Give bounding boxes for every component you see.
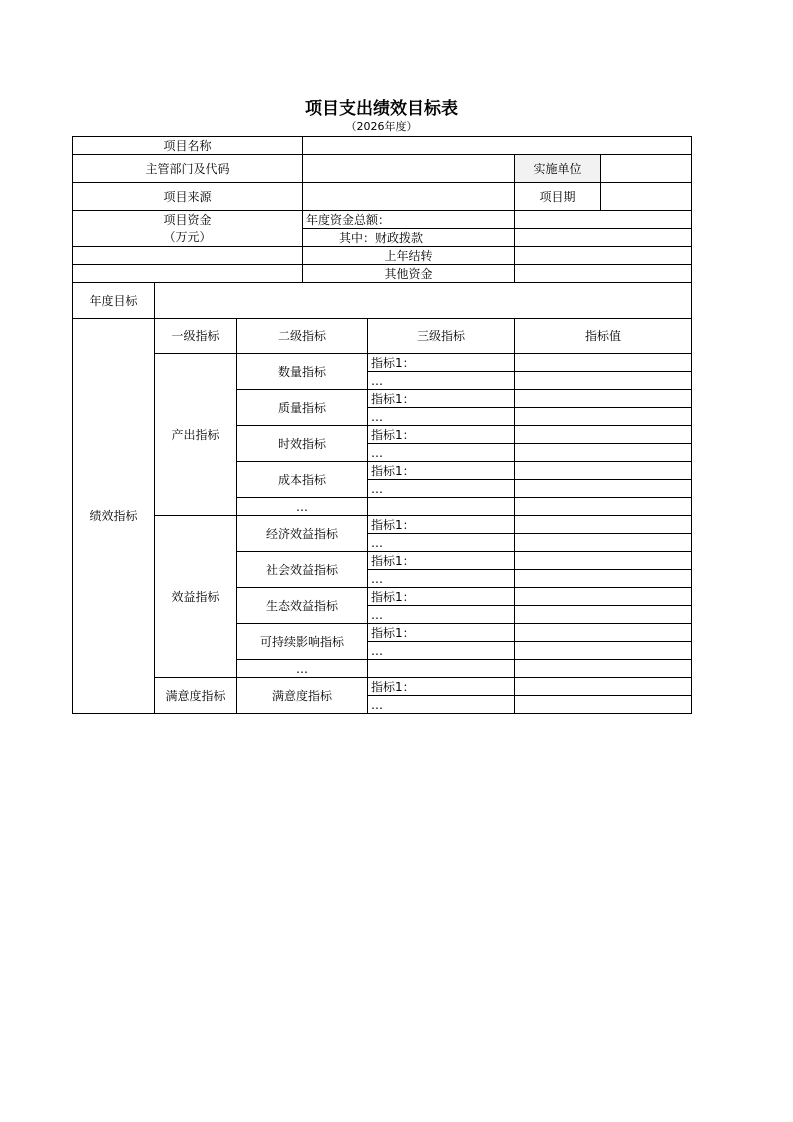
level3-empty[interactable]	[368, 498, 515, 516]
indicator-value[interactable]	[515, 426, 692, 444]
annual-goal-value[interactable]	[155, 283, 692, 319]
level2-sustainable: 可持续影响指标	[237, 624, 368, 660]
annual-goal-label: 年度目标	[73, 283, 155, 319]
header-level3: 三级指标	[368, 319, 515, 354]
level2-timeliness: 时效指标	[237, 426, 368, 462]
level3-item[interactable]: 指标1：	[368, 552, 515, 570]
indicator-value[interactable]	[515, 372, 692, 390]
level3-item[interactable]: 指标1：	[368, 426, 515, 444]
level2-more: …	[237, 498, 368, 516]
page-title: 项目支出绩效目标表	[305, 99, 458, 119]
level3-ellipsis[interactable]: …	[368, 372, 515, 390]
indicator-value[interactable]	[515, 606, 692, 624]
indicator-value[interactable]	[515, 678, 692, 696]
page-subtitle: （2026年度）	[345, 120, 418, 133]
level3-ellipsis[interactable]: …	[368, 642, 515, 660]
funds-label: 项目资金	[73, 211, 303, 229]
fiscal-label: 其中：财政拨款	[303, 229, 515, 247]
indicator-value[interactable]	[515, 480, 692, 498]
indicator-value[interactable]	[515, 624, 692, 642]
level3-item[interactable]: 指标1：	[368, 462, 515, 480]
indicator-value[interactable]	[515, 642, 692, 660]
indicator-value[interactable]	[515, 390, 692, 408]
dept-label: 主管部门及代码	[73, 155, 303, 183]
header-level1: 一级指标	[155, 319, 237, 354]
indicator-value[interactable]	[515, 696, 692, 714]
level3-ellipsis[interactable]: …	[368, 606, 515, 624]
level3-item[interactable]: 指标1：	[368, 624, 515, 642]
indicator-value[interactable]	[515, 660, 692, 678]
indicator-value[interactable]	[515, 498, 692, 516]
level2-quantity: 数量指标	[237, 354, 368, 390]
level2-satisfaction: 满意度指标	[237, 678, 368, 714]
impl-unit-value[interactable]	[601, 155, 692, 183]
annual-total-label: 年度资金总额：	[303, 211, 515, 229]
carryover-label: 上年结转	[303, 247, 515, 265]
fiscal-value[interactable]	[515, 229, 692, 247]
funds-blank-1	[73, 247, 303, 265]
indicator-value[interactable]	[515, 588, 692, 606]
annual-total-value[interactable]	[515, 211, 692, 229]
carryover-value[interactable]	[515, 247, 692, 265]
level3-item[interactable]: 指标1：	[368, 516, 515, 534]
level2-social: 社会效益指标	[237, 552, 368, 588]
level1-benefit: 效益指标	[155, 516, 237, 678]
level3-ellipsis[interactable]: …	[368, 570, 515, 588]
level3-item[interactable]: 指标1：	[368, 678, 515, 696]
indicator-value[interactable]	[515, 444, 692, 462]
performance-goal-table	[72, 136, 692, 714]
perf-indicators-label: 绩效指标	[73, 319, 155, 714]
indicator-value[interactable]	[515, 516, 692, 534]
indicator-value[interactable]	[515, 570, 692, 588]
period-value[interactable]	[601, 183, 692, 211]
level3-item[interactable]: 指标1：	[368, 354, 515, 372]
level3-ellipsis[interactable]: …	[368, 408, 515, 426]
period-label: 项目期	[515, 183, 601, 211]
other-value[interactable]	[515, 265, 692, 283]
level2-ecological: 生态效益指标	[237, 588, 368, 624]
level1-satisfaction: 满意度指标	[155, 678, 237, 714]
level3-empty[interactable]	[368, 660, 515, 678]
level3-ellipsis[interactable]: …	[368, 534, 515, 552]
header-level2: 二级指标	[237, 319, 368, 354]
funds-blank-2	[73, 265, 303, 283]
level3-item[interactable]: 指标1：	[368, 390, 515, 408]
indicator-value[interactable]	[515, 534, 692, 552]
level3-ellipsis[interactable]: …	[368, 480, 515, 498]
level2-more: …	[237, 660, 368, 678]
source-label: 项目来源	[73, 183, 303, 211]
other-label: 其他资金	[303, 265, 515, 283]
indicator-value[interactable]	[515, 354, 692, 372]
indicator-value[interactable]	[515, 552, 692, 570]
level1-output: 产出指标	[155, 354, 237, 516]
impl-unit-label: 实施单位	[515, 155, 601, 183]
indicator-value[interactable]	[515, 408, 692, 426]
project-name-value[interactable]	[303, 137, 692, 155]
funds-unit-label: （万元）	[73, 229, 303, 247]
level2-quality: 质量指标	[237, 390, 368, 426]
level3-ellipsis[interactable]: …	[368, 696, 515, 714]
header-value: 指标值	[515, 319, 692, 354]
level2-economic: 经济效益指标	[237, 516, 368, 552]
dept-value[interactable]	[303, 155, 515, 183]
project-name-label: 项目名称	[73, 137, 303, 155]
source-value[interactable]	[303, 183, 515, 211]
level3-item[interactable]: 指标1：	[368, 588, 515, 606]
indicator-value[interactable]	[515, 462, 692, 480]
level2-cost: 成本指标	[237, 462, 368, 498]
level3-ellipsis[interactable]: …	[368, 444, 515, 462]
